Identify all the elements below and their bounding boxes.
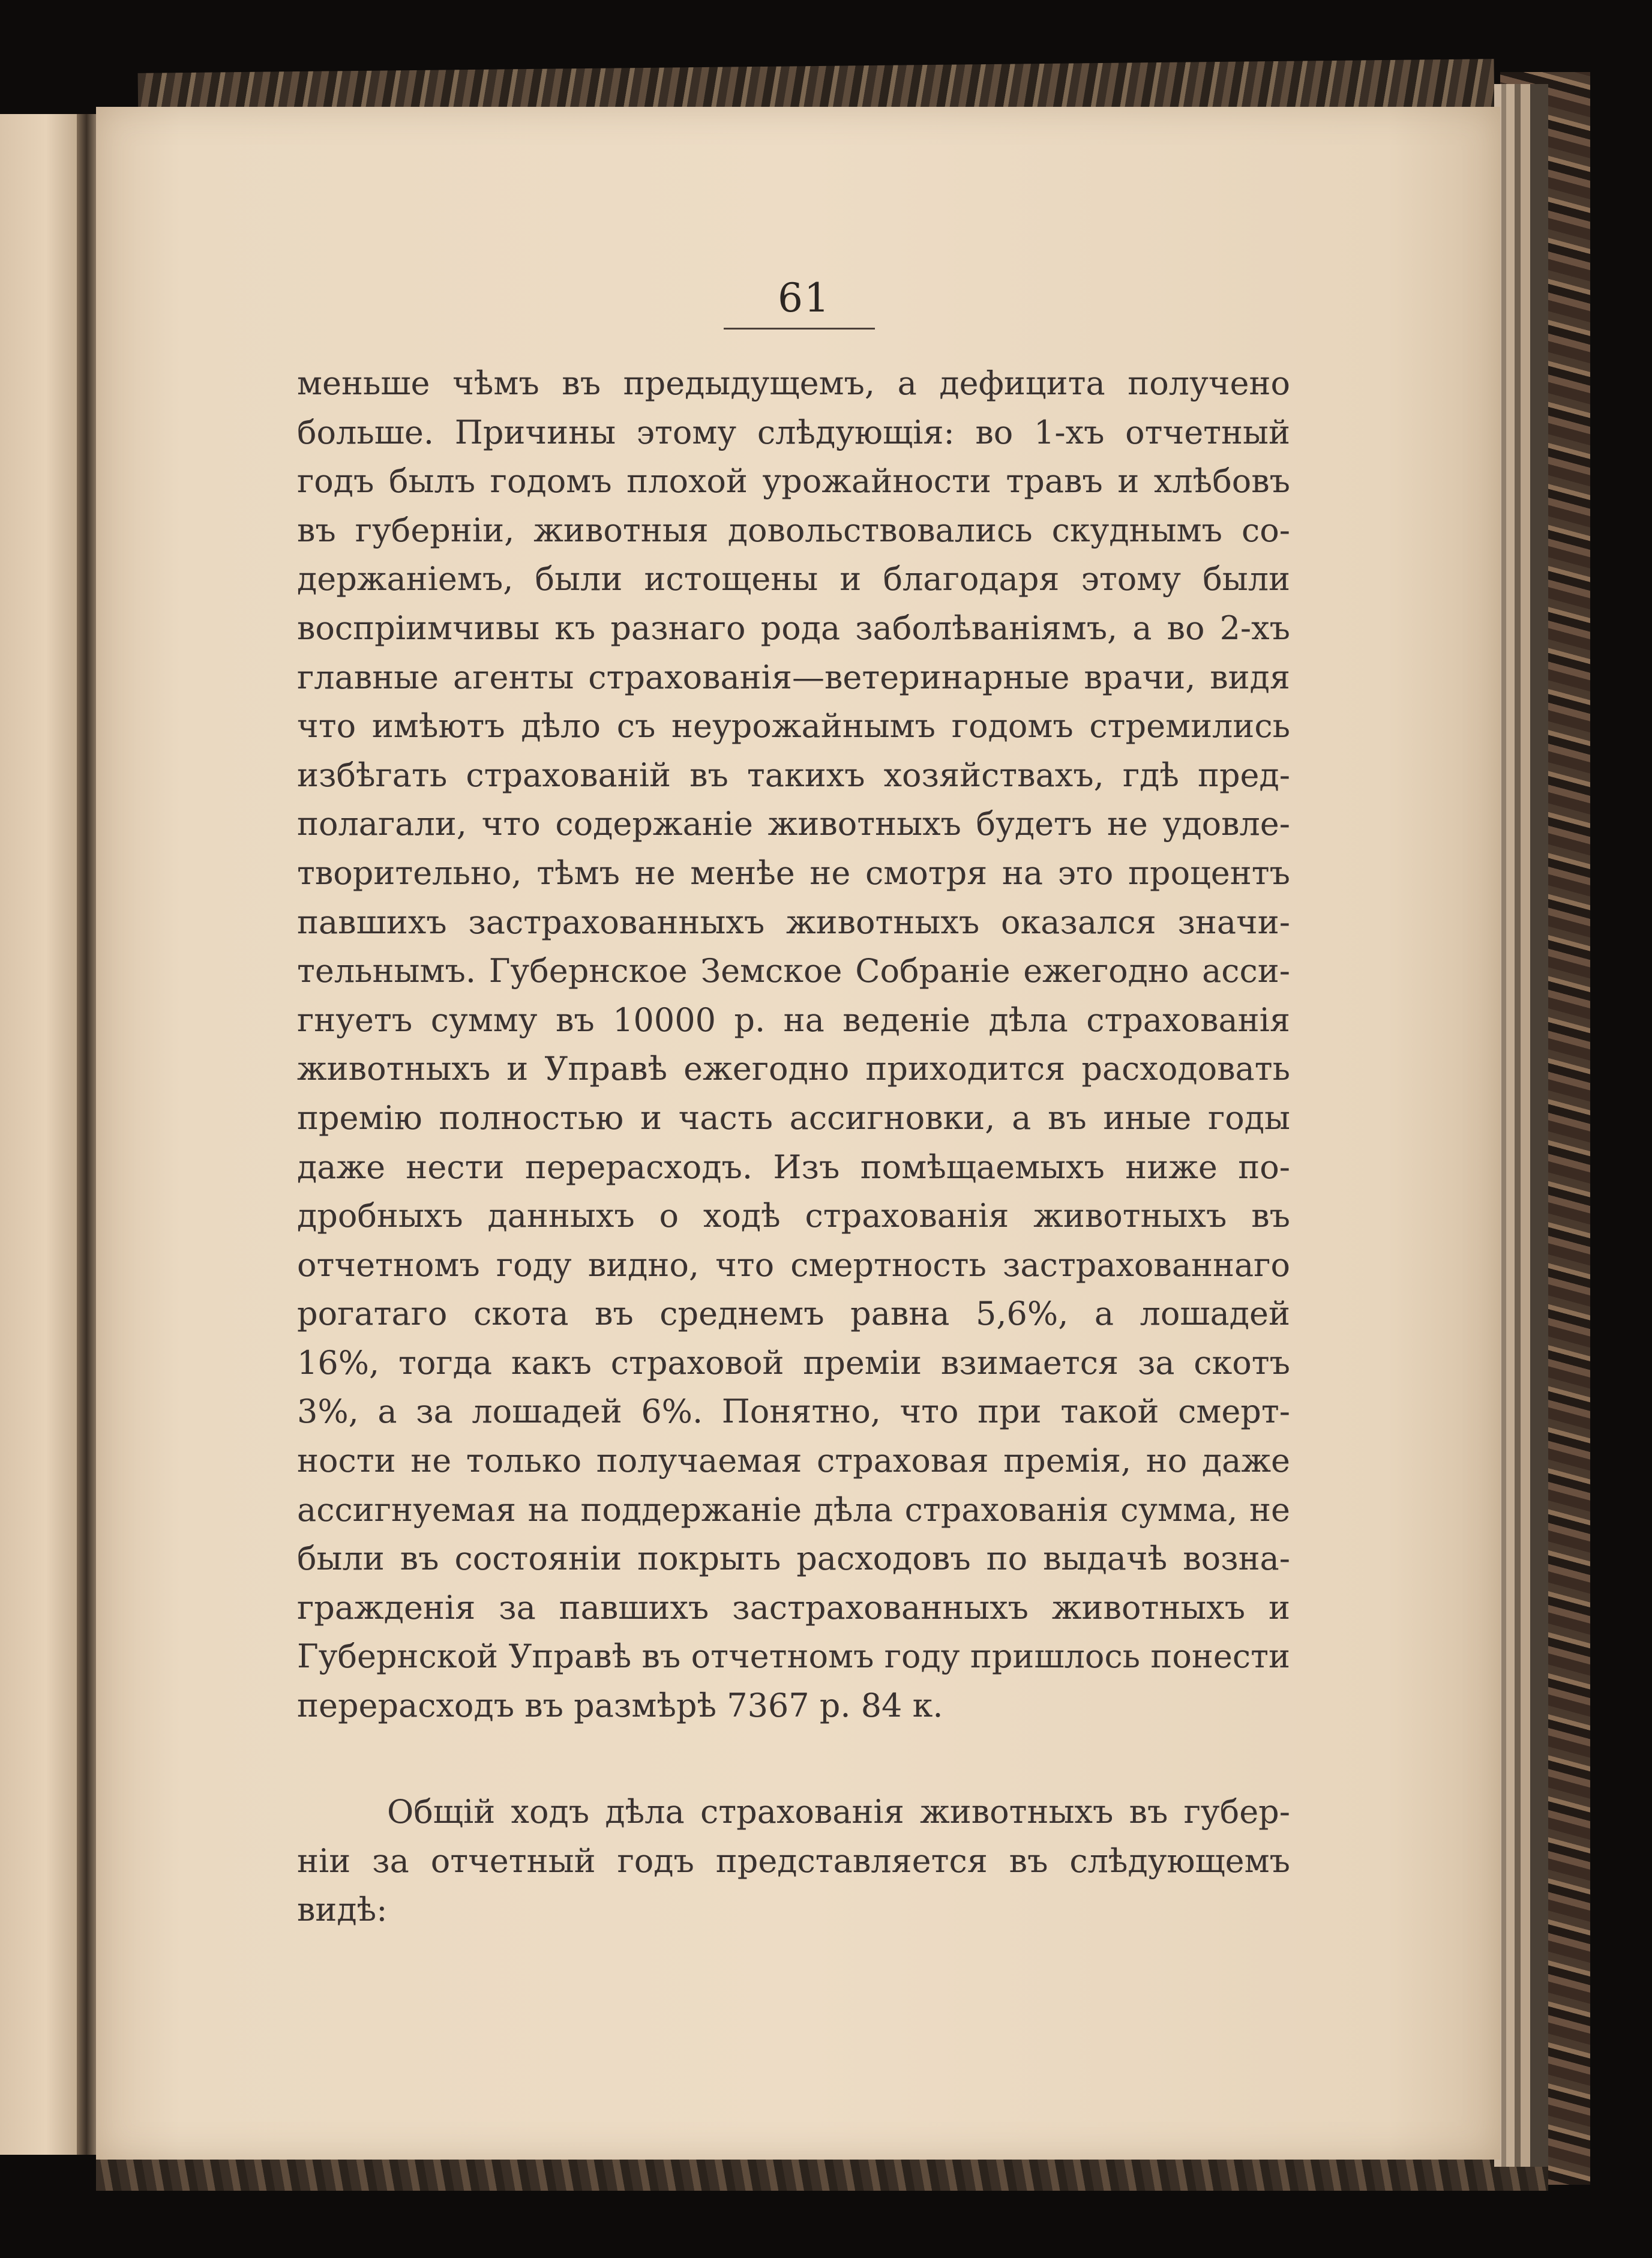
text-line: даже нести перерасходъ. Изъ помѣщаемыхъ ниже по- — [297, 1148, 1290, 1186]
text-line: видѣ: — [297, 1891, 388, 1929]
text-line: павшихъ застрахованныхъ животныхъ оказался значи- — [297, 903, 1290, 941]
text-line: тельнымъ. Губернское Земское Собраніе ежегодно асси- — [297, 952, 1290, 990]
text-line: держаніемъ, были истощены и благодаря этому были — [297, 560, 1290, 598]
text-line: рогатаго скота въ среднемъ равна 5,6%, а лошадей — [297, 1295, 1290, 1333]
book-gutter — [77, 114, 98, 2155]
text-line: гнуетъ сумму въ 10000 р. на веденіе дѣла страхованія — [297, 1001, 1290, 1039]
text-line: Губернской Управѣ въ отчетномъ году пришлось понести — [297, 1637, 1290, 1676]
text-line: 3%, а за лошадей 6%. Понятно, что при такой смерт- — [297, 1392, 1290, 1431]
page-edges — [1494, 84, 1548, 2167]
text-line: годъ былъ годомъ плохой урожайности травъ и хлѣбовъ — [297, 462, 1290, 501]
text-line: полагали, что содержаніе животныхъ будетъ не удовле- — [297, 805, 1290, 843]
text-line: главные агенты страхованія—ветеринарные врачи, видя — [297, 658, 1290, 696]
paragraph-2 — [297, 1787, 1290, 1934]
text-line: дробныхъ данныхъ о ходѣ страхованія животныхъ въ — [297, 1197, 1290, 1235]
text-line: ніи за отчетный годъ представляется въ слѣдующемъ — [297, 1841, 1290, 1880]
text-line: премію полностью и часть ассигновки, а въ иные годы — [297, 1098, 1290, 1137]
text-line: больше. Причины этому слѣдующія: во 1-хъ отчетный — [297, 413, 1290, 451]
text-line: ности не только получаемая страховая премія, но даже — [297, 1442, 1290, 1480]
page-number: 61 — [778, 275, 831, 321]
text-line: въ губерніи, животныя довольствовались скуднымъ со- — [297, 511, 1290, 549]
text-line: воспріимчивы къ разнаго рода заболѣваніямъ, а во 2-хъ — [297, 609, 1290, 647]
text-line: животныхъ и Управѣ ежегодно приходится расходовать — [297, 1050, 1290, 1088]
left-page-sliver — [0, 114, 77, 2155]
text-line: что имѣютъ дѣло съ неурожайнымъ годомъ стремились — [297, 707, 1290, 745]
text-line: 16%, тогда какъ страховой преміи взимается за скотъ — [297, 1343, 1290, 1382]
text-line: перерасходъ въ размѣрѣ 7367 р. 84 к. — [297, 1687, 943, 1725]
text-line: гражденія за павшихъ застрахованныхъ животныхъ и — [297, 1588, 1290, 1627]
text-line: избѣгать страхованій въ такихъ хозяйствахъ, гдѣ пред- — [297, 756, 1290, 794]
text-line: ассигнуемая на поддержаніе дѣла страхованія сумма, не — [297, 1490, 1290, 1529]
text-line: отчетномъ году видно, что смертность застрахованнаго — [297, 1245, 1290, 1284]
paragraph-1 — [297, 359, 1290, 1730]
page-number-rule — [724, 328, 875, 330]
text-line: Общій ходъ дѣла страхованія животныхъ въ губер- — [387, 1793, 1290, 1831]
text-line: творительно, тѣмъ не менѣе не смотря на это процентъ — [297, 854, 1290, 892]
text-line: были въ состояніи покрыть расходовъ по выдачѣ возна- — [297, 1540, 1290, 1578]
text-line: меньше чѣмъ въ предыдущемъ, а дефицита получено — [297, 364, 1290, 402]
